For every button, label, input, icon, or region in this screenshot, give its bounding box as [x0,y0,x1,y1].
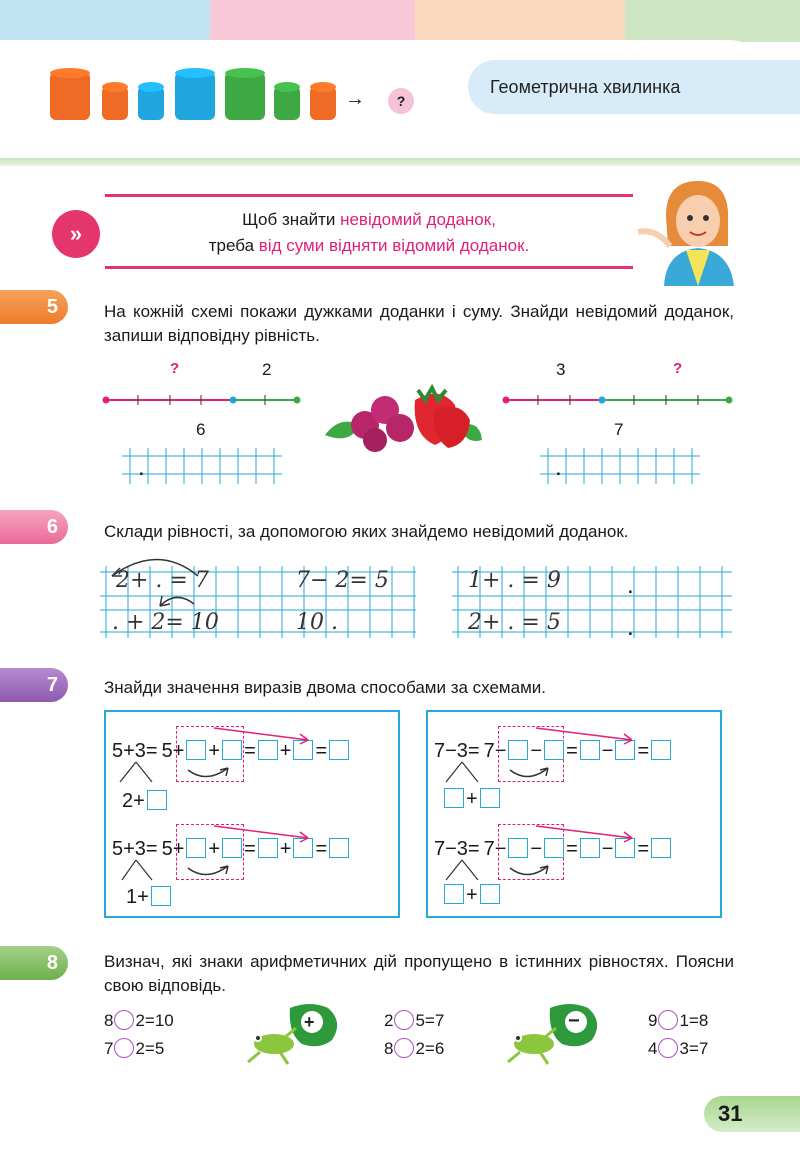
eq-right: 5=7 [415,1011,445,1030]
cylinder-blue-large [175,72,215,120]
minus-sign: − [601,838,614,860]
cylinder-blue-small [138,86,164,120]
expr-text: 5+ [161,740,185,762]
expr-text: 1+ [126,886,149,908]
eq-left: 9 [648,1011,658,1030]
expr-text: 5+3= [112,740,158,762]
task7-right-arrows [428,712,720,916]
sign-circle[interactable] [658,1010,678,1030]
cylinder-green-large [225,72,265,120]
rule-text-part: Щоб знайти [242,210,341,229]
task5-right-answer-grid[interactable] [540,448,700,484]
teacher-illustration [636,176,756,286]
task8-equation-3 [384,1010,444,1031]
expr-text: 7− [483,740,507,762]
task8-equation-4 [384,1038,444,1059]
minus-sign-badge: − [568,1010,580,1032]
top-strip-peach [415,0,625,42]
plus-sign-badge: + [304,1012,315,1032]
task6-instructions: Склади рівності, за допомогою яких знайдемо невідомий доданок. [104,522,629,541]
equals-sign: = [566,838,578,860]
rule-highlight: невідомий доданок, [340,210,496,229]
task6-left-row2-answer: 10 . [296,610,338,635]
task5-left-dot: . [139,460,144,479]
eq-right: 1=8 [679,1011,709,1030]
plus-sign: + [208,740,221,762]
task5-instructions: На кожній схемі покажи дужками доданки і суму. Знайди невідомий доданок, запиши відповідну рівність. [104,302,734,345]
task6-right-dot-2: . [628,620,633,639]
top-strip-green [625,0,800,42]
task6-left-row2: . + 2= 10 [112,610,219,635]
equals-sign: = [566,740,578,762]
top-strip-pink [210,0,415,42]
sign-circle[interactable] [394,1038,414,1058]
task8-equation-2 [104,1038,164,1059]
minus-sign: − [530,838,543,860]
expr-text: 5+ [161,838,185,860]
task8-equation-1 [104,1010,174,1031]
minus-sign: − [601,740,614,762]
task5-left-sum: 6 [196,420,206,439]
task8-instructions: Визнач, які знаки арифметичних дій пропущено в істинних рівностях. Поясни свою відповідь. [104,952,734,995]
equals-sign: = [315,838,328,860]
task7-left-arrows [106,712,398,916]
sign-circle[interactable] [394,1010,414,1030]
task6-right-row2: 2+ . = 5 [468,610,561,635]
task-number-7: 7 [0,668,68,702]
expr-text: 7− [483,838,507,860]
plus-sign: + [279,740,292,762]
equals-sign: = [315,740,328,762]
task7-left-panel [104,710,400,918]
plus-sign: + [466,884,478,906]
rule-text-part: треба [208,236,259,255]
task8-equation-5 [648,1010,708,1031]
expr-text: 5+3= [112,838,158,860]
eq-right: 3=7 [679,1039,709,1058]
eq-right: 2=5 [135,1039,165,1058]
task5-right-part: 3 [556,360,566,379]
question-badge: ? [388,88,414,114]
task5-right-unknown: ? [673,360,683,377]
task5-right-sum: 7 [614,420,624,439]
rule-chevron-icon: » [52,210,100,258]
task6-right-dot-1: . [628,578,633,597]
frog-minus-illustration [500,1000,604,1070]
expr-text: 2+ [122,790,145,812]
rule-bottom-border [105,266,633,269]
eq-right: 2=10 [135,1011,174,1030]
rule-highlight: від суми відняти відомий доданок. [258,236,530,255]
task5-left-number-line [100,390,310,410]
task7-right-panel [426,710,722,918]
plus-sign: + [208,838,221,860]
arrow-icon: → [345,88,365,110]
eq-left: 4 [648,1039,658,1058]
rule-text [105,207,633,259]
expr-text: 7−3= [434,838,480,860]
sign-circle[interactable] [658,1038,678,1058]
header-divider [0,158,800,166]
cylinder-orange-large [50,72,90,120]
sign-circle[interactable] [114,1010,134,1030]
task5-right-number-line [500,390,736,410]
berries-illustration [320,380,486,460]
plus-sign: + [466,788,478,810]
equals-sign: = [637,740,650,762]
task5-left-unknown: ? [170,360,180,377]
top-strip-blue [0,0,210,42]
task6-right-row1: 1+ . = 9 [468,568,561,593]
sign-circle[interactable] [114,1038,134,1058]
eq-left: 8 [104,1011,114,1030]
frog-plus-illustration [240,1000,344,1070]
task-number-5: 5 [0,290,68,324]
expr-text: 7−3= [434,740,480,762]
task-number-8: 8 [0,946,68,980]
eq-left: 7 [104,1039,114,1058]
equals-sign: = [244,740,256,762]
eq-left: 8 [384,1039,394,1058]
cylinder-green-small [274,86,300,120]
task6-left-row1: 2+ . = 7 [116,568,209,593]
cylinder-orange-small [102,86,128,120]
rule-top-border [105,194,633,197]
cylinder-orange-small-2 [310,86,336,120]
task5-right-dot: . [556,460,561,479]
task6-left-row1-answer: 7− 2= 5 [296,568,389,593]
plus-sign: + [279,838,292,860]
section-title: Геометрична хвилинка [468,60,800,114]
task7-instructions: Знайди значення виразів двома способами за схемами. [104,678,546,697]
eq-left: 2 [384,1011,394,1030]
equals-sign: = [637,838,650,860]
task5-left-part: 2 [262,360,272,379]
task8-equation-6 [648,1038,708,1059]
task5-left-answer-grid[interactable] [122,448,282,484]
minus-sign: − [530,740,543,762]
equals-sign: = [244,838,256,860]
eq-right: 2=6 [415,1039,445,1058]
task-number-6: 6 [0,510,68,544]
page-number: 31 [704,1096,800,1132]
